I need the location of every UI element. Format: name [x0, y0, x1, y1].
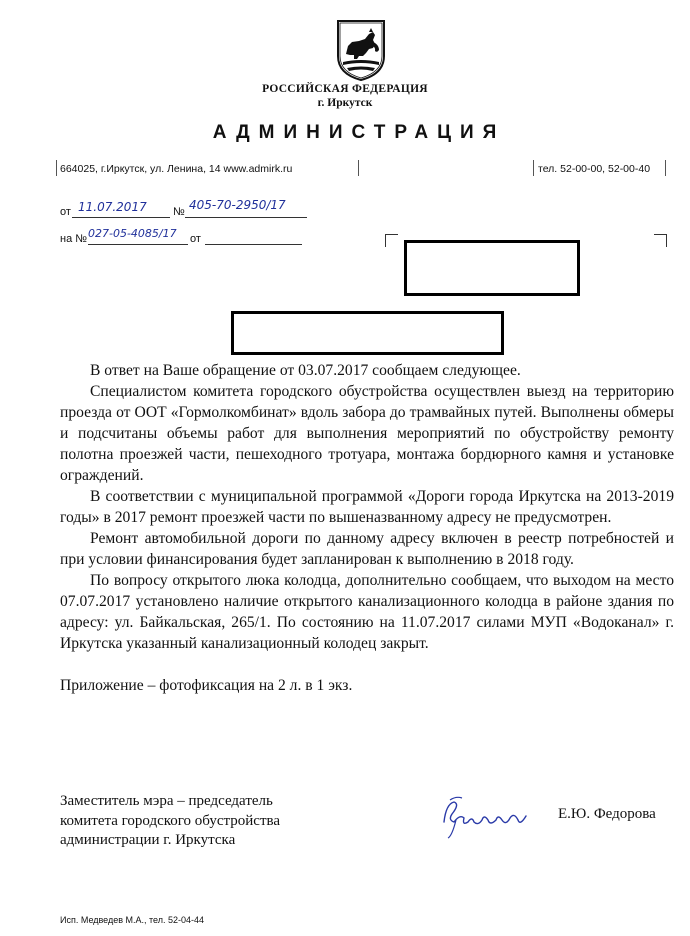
date-handwritten: 11.07.2017: [78, 200, 147, 214]
phones-tick: [533, 160, 534, 176]
handwritten-signature: [440, 792, 530, 842]
address-mid-tick: [358, 160, 359, 176]
signatory-title-line-1: Заместитель мэра – председатель: [60, 793, 273, 809]
address-right-tick: [665, 160, 666, 176]
number-handwritten: 405-70-2950/17: [189, 198, 286, 212]
redacted-salutation: [231, 311, 504, 355]
in-reply-label: на №: [60, 233, 88, 245]
executor-info: Исп. Медведев М.А., тел. 52-04-44: [60, 915, 205, 925]
date-field: [72, 202, 170, 218]
address-left-tick: [56, 160, 57, 176]
signatory-title-line-3: администрации г. Иркутска: [60, 832, 236, 848]
in-reply-date-label: от: [190, 233, 201, 245]
phones-line: тел. 52-00-00, 52-00-40: [538, 163, 651, 175]
number-label: №: [173, 206, 185, 218]
date-label: от: [60, 206, 71, 218]
country-title: РОССИЙСКАЯ ФЕДЕРАЦИЯ: [262, 83, 428, 95]
number-field: [185, 198, 307, 218]
signatory-name: Е.Ю. Федорова: [558, 806, 656, 822]
addressee-corner-left: [385, 234, 398, 247]
in-reply-number-field: [88, 229, 188, 245]
signatory-title: [60, 792, 280, 851]
body-paragraph-5: По вопросу открытого люка колодца, дополнительно сообщаем, что выходом на место 07.07.2017 установлено наличие открытого канализационного колодца в районе здания по адресу: ул. Байкальская, 265/1. По состоянию на 11.07.2017 силами МУП «Водоканал» г. Иркутска указанный канализационный колодец закрыт.: [60, 572, 674, 652]
redacted-addressee: [404, 240, 580, 296]
in-reply-number-handwritten: 027-05-4085/17: [88, 227, 177, 240]
body-paragraph-4: Ремонт автомобильной дороги по данному адресу включен в реестр потребностей и при условии финансирования будет запланирован к выполнению в 2018 году.: [60, 530, 674, 568]
coat-of-arms-emblem: [335, 18, 387, 82]
body-paragraph-1: В ответ на Ваше обращение от 03.07.2017 сообщаем следующее.: [90, 362, 521, 379]
signatory-title-line-2: комитета городского обустройства: [60, 812, 281, 829]
addressee-corner-right: [654, 234, 667, 247]
organization-title: АДМИНИСТРАЦИЯ: [212, 122, 506, 143]
attachment-note: Приложение – фотофиксация на 2 л. в 1 экз.: [60, 677, 353, 694]
letter-body: [60, 360, 674, 696]
body-paragraph-3: В соответствии с муниципальной программой «Дороги города Иркутска на 2013-2019 годы» в 2017 ремонт проезжей части по вышеназванному адресу не предусмотрен.: [60, 488, 674, 526]
in-reply-date-field: [205, 229, 302, 245]
address-line: 664025, г.Иркутск, ул. Ленина, 14 www.admirk.ru: [60, 163, 293, 175]
city-title: г. Иркутск: [317, 97, 373, 109]
body-paragraph-2: Специалистом комитета городского обустройства осуществлен выезд на территорию проезда от ООТ «Гормолкомбинат» вдоль забора до трамвайных путей. Выполнены обмеры и подсчитаны объемы работ для выполнения мероприятий по обустройству ремонту полотна проезжей части, пешеходного тротуара, монтажа бордюрного камня и установке ограждений.: [60, 383, 674, 484]
